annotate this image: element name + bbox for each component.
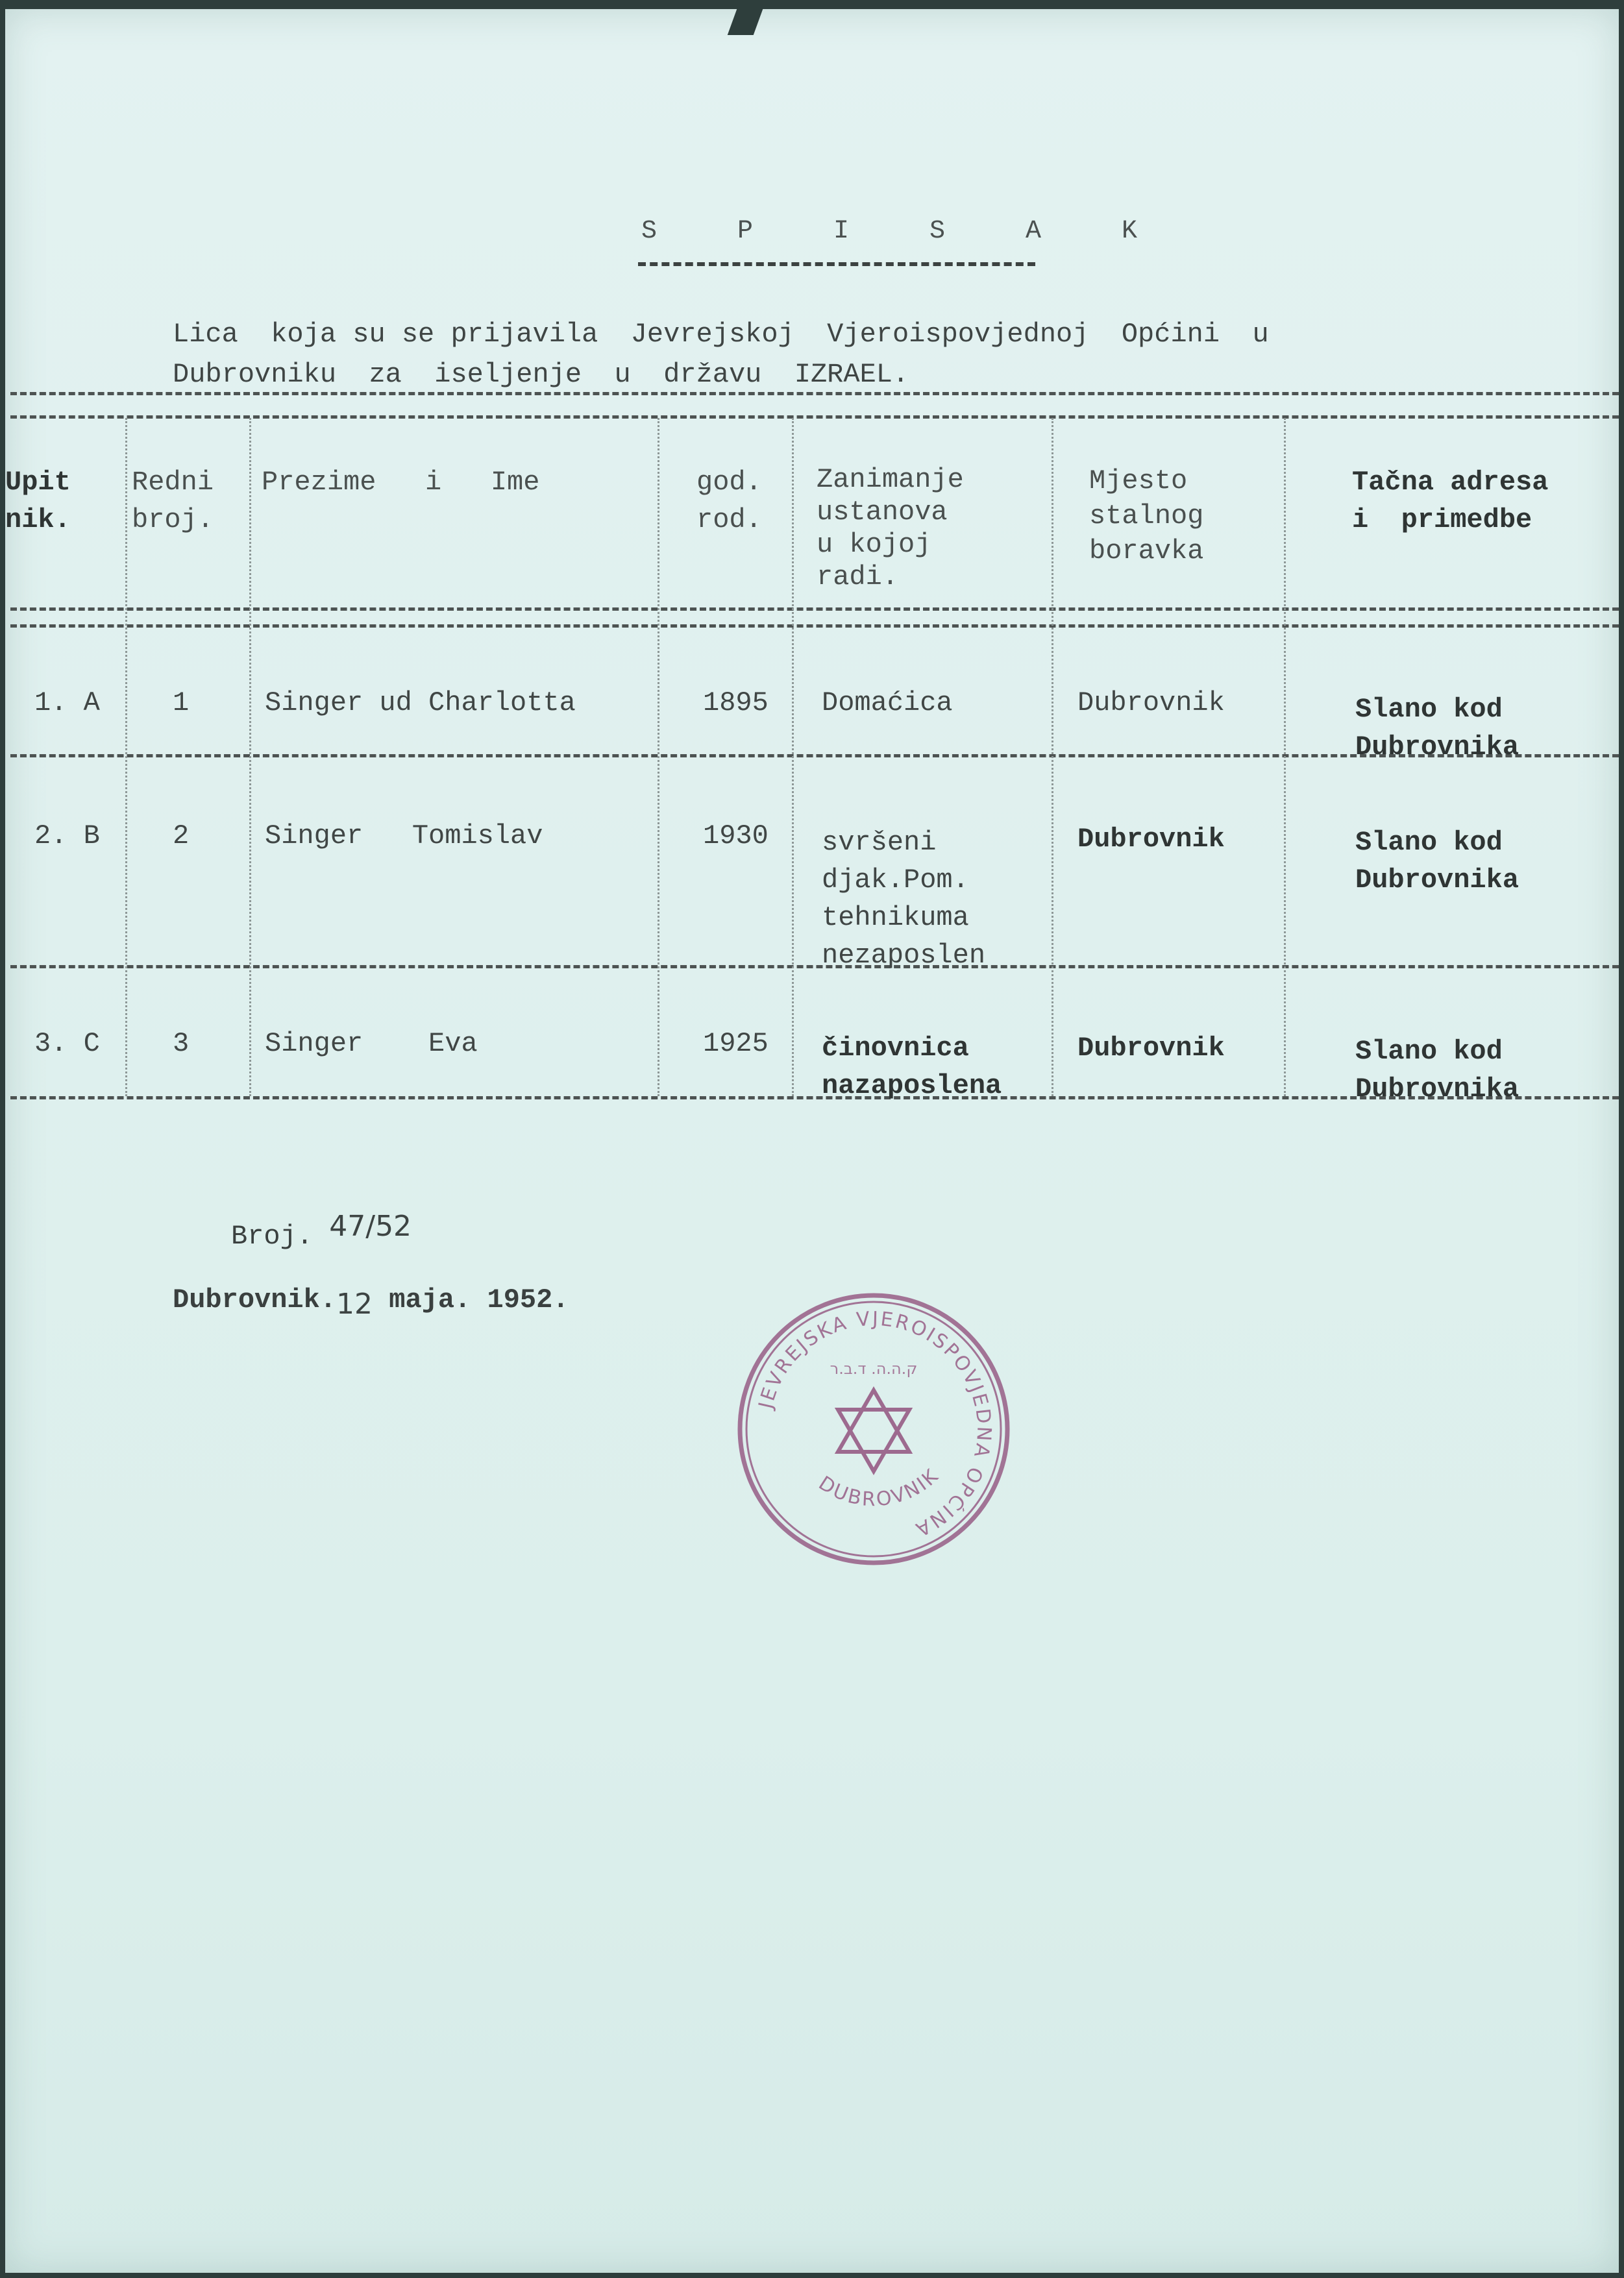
row2-adresa: Slano kod Dubrovnika — [1355, 827, 1519, 896]
row3-zanimanje: činovnica nazaposlena — [822, 1033, 1002, 1101]
table-rule-header-bottom — [10, 607, 1619, 611]
row3-adresa: Slano kod Dubrovnika — [1355, 1036, 1519, 1105]
svg-text:ק.ה.ה. ד.ב.ר: ק.ה.ה. ד.ב.ר — [830, 1360, 918, 1378]
table-rule-top — [10, 392, 1619, 395]
row1-god: 1895 — [703, 687, 769, 718]
row1-adresa: Slano kod Dubrovnika — [1355, 694, 1519, 763]
row2-god: 1930 — [703, 820, 769, 851]
row3-upitnik: 3. C — [34, 1028, 100, 1059]
svg-text:DUBROVNIK — [815, 1464, 944, 1512]
header-upitnik: Upit nik. — [5, 467, 71, 535]
column-divider — [658, 418, 659, 1096]
header-god-rod: god. rod. — [696, 467, 762, 535]
broj-value: 47/52 — [329, 1210, 412, 1243]
header-mjesto: Mjesto stalnog boravka — [1089, 465, 1204, 567]
date-rest: maja. 1952. — [389, 1284, 569, 1316]
row3-redni: 3 — [173, 1028, 190, 1059]
header-zanimanje: Zanimanje ustanova u kojoj radi. — [817, 464, 964, 593]
star-of-david-icon — [838, 1390, 909, 1471]
row2-redni: 2 — [173, 820, 190, 851]
community-seal-stamp — [731, 1286, 1016, 1572]
table-rule-row2 — [10, 965, 1619, 968]
row2-upitnik: 2. B — [34, 820, 100, 851]
row2-zanimanje: svršeni djak.Pom. tehnikuma nezaposlen — [822, 827, 986, 971]
row1-mjesto: Dubrovnik — [1077, 687, 1225, 718]
stamp-outer-text: JEVREJSKA VJEROISPOVJEDNA OPĆINA — [754, 1307, 996, 1541]
broj-label: Broj. — [231, 1221, 314, 1252]
column-divider — [792, 418, 794, 1096]
column-divider — [125, 418, 127, 1096]
date-day: 12 — [336, 1288, 373, 1321]
intro-line-1: Lica koja su se prijavila Jevrejskoj Vjeroispovjednoj Općini u — [173, 319, 1269, 350]
row3-ime: Singer Eva — [265, 1028, 478, 1059]
row2-mjesto: Dubrovnik — [1077, 824, 1225, 855]
reference-number — [231, 1210, 412, 1252]
title-underline — [638, 262, 1035, 266]
table-rule-top-double — [10, 415, 1619, 419]
stamp-inner-text: DUBROVNIK — [814, 1464, 944, 1512]
intro-line-2: Dubrovniku za iseljenje u državu IZRAEL. — [173, 359, 909, 390]
header-prezime-ime: Prezime i Ime — [262, 467, 540, 498]
table-rule-header-double — [10, 624, 1619, 628]
column-divider — [1284, 418, 1286, 1096]
header-redni-broj: Redni broj. — [132, 467, 214, 535]
row1-redni: 1 — [173, 687, 190, 718]
document-page — [5, 9, 1619, 2273]
column-divider — [1052, 418, 1053, 1096]
column-divider — [249, 418, 251, 1096]
row1-upitnik: 1. A — [34, 687, 100, 718]
row3-mjesto: Dubrovnik — [1077, 1033, 1225, 1064]
row1-zanimanje: Domaćica — [822, 687, 953, 718]
row1-ime: Singer ud Charlotta — [265, 687, 576, 718]
header-adresa: Tačna adresa i primedbe — [1352, 467, 1549, 535]
intro-text — [173, 314, 1536, 395]
torn-corner — [728, 9, 763, 35]
row2-ime: Singer Tomislav — [265, 820, 543, 851]
row3-god: 1925 — [703, 1028, 769, 1059]
place-date — [173, 1281, 569, 1321]
document-title: S P I S A K — [641, 217, 1170, 246]
place-label: Dubrovnik. — [173, 1284, 337, 1316]
